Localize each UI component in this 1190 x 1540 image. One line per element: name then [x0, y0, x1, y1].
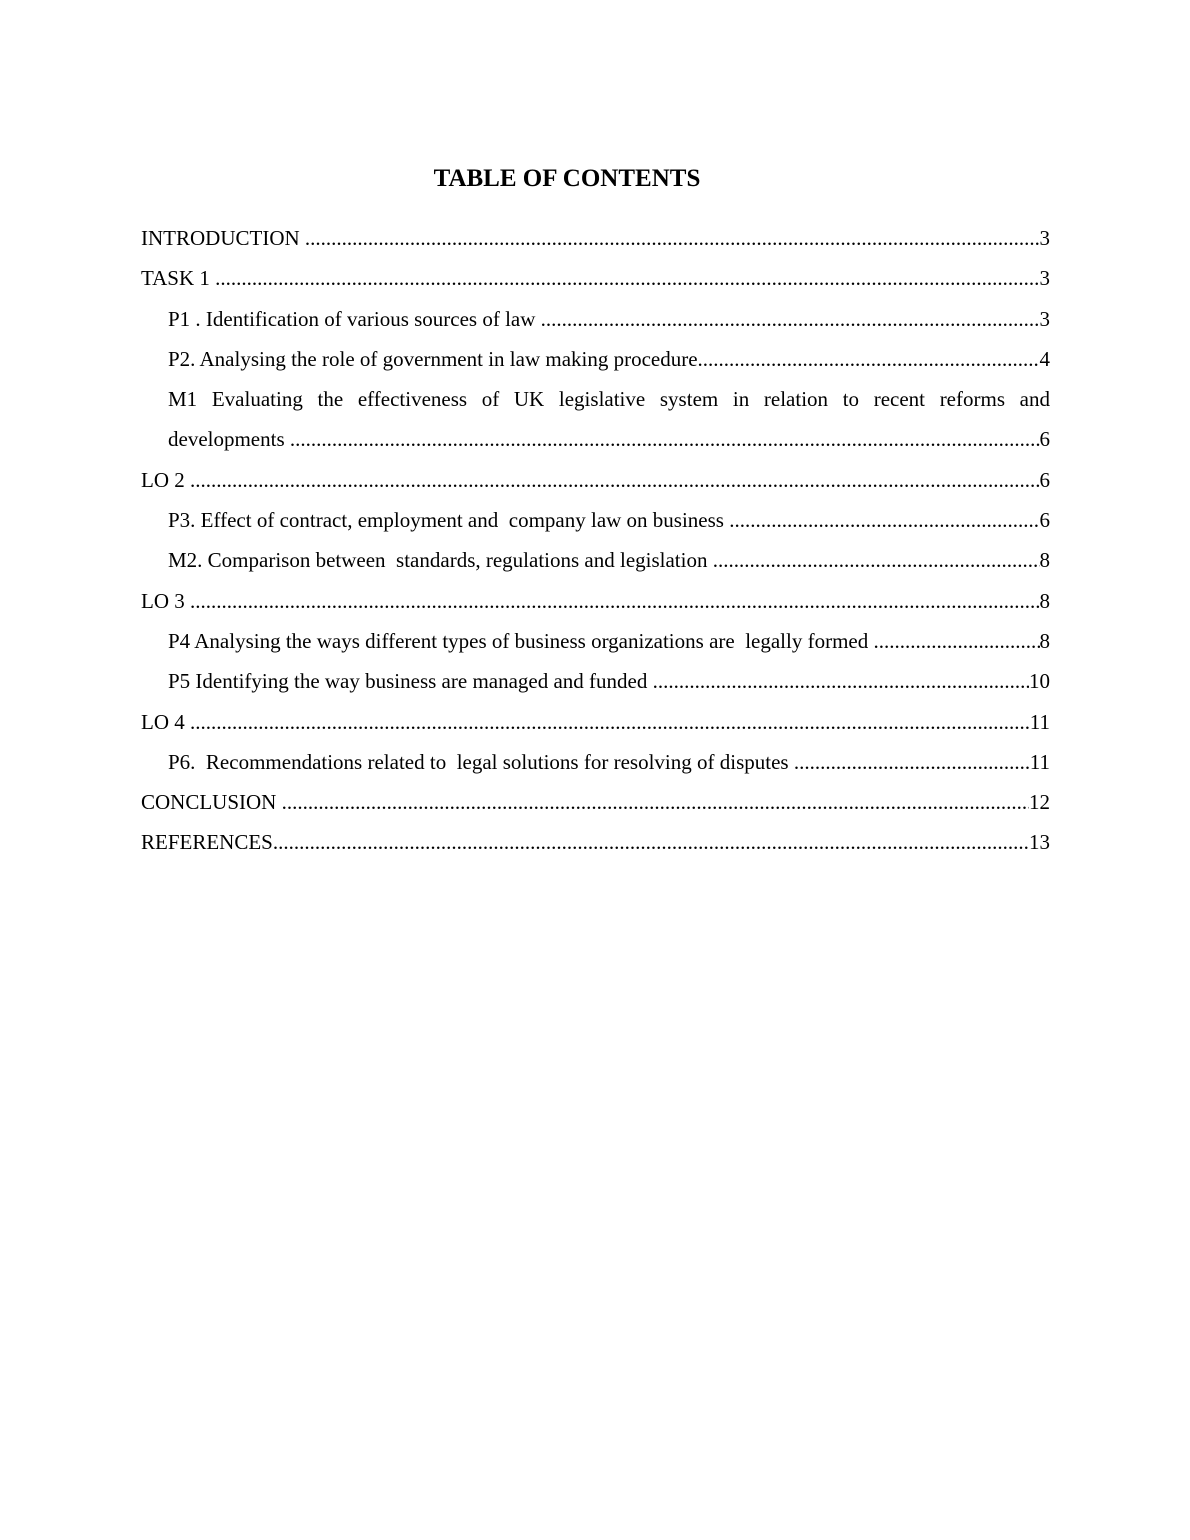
toc-entry-introduction[interactable]	[141, 218, 1050, 258]
toc-page-number: 6	[1039, 427, 1050, 452]
dot-leader	[190, 460, 1040, 500]
toc-entry-p3[interactable]	[141, 500, 1050, 540]
table-of-contents	[141, 218, 1050, 863]
dot-leader	[190, 702, 1030, 742]
toc-entry-label-line2: developments	[168, 427, 290, 452]
toc-entry-conclusion[interactable]	[141, 782, 1050, 822]
toc-page-number: 8	[1039, 628, 1050, 653]
toc-page-number: 6	[1039, 508, 1050, 533]
dot-leader	[653, 661, 1029, 701]
toc-entry-label: P4 Analysing the ways different types of business organizations are legally formed	[168, 628, 874, 653]
toc-entry-label: LO 3	[141, 588, 190, 613]
dot-leader	[215, 258, 1039, 298]
toc-page-number: 4	[1039, 346, 1050, 371]
toc-entry-label-line1: M1 Evaluating the effectiveness of UK legislative system in relation to recent reforms and	[168, 387, 1050, 412]
toc-entry-label: TASK 1	[141, 266, 216, 291]
toc-page-number: 8	[1039, 548, 1050, 573]
toc-entry-label: INTRODUCTION	[141, 226, 305, 250]
toc-entry-p1[interactable]	[141, 299, 1050, 339]
dot-leader	[794, 742, 1030, 782]
toc-entry-label: LO 2	[141, 467, 190, 492]
dot-leader	[273, 822, 1029, 862]
toc-page-number: 13	[1029, 830, 1050, 855]
toc-entry-references[interactable]	[141, 822, 1050, 862]
toc-entry-m2[interactable]	[141, 540, 1050, 580]
toc-entry-lo-4[interactable]	[141, 702, 1050, 742]
dot-leader	[190, 581, 1040, 621]
toc-entry-lo-2[interactable]	[141, 460, 1050, 500]
toc-entry-label: P5 Identifying the way business are managed and funded	[168, 669, 653, 694]
toc-page-number: 8	[1039, 588, 1050, 613]
toc-entry-m1[interactable]	[141, 379, 1050, 460]
toc-entry-p6[interactable]	[141, 742, 1050, 782]
toc-entry-label: LO 4	[141, 709, 190, 734]
toc-entry-label: P3. Effect of contract, employment and company law on business	[168, 508, 730, 533]
toc-page-number: 12	[1029, 790, 1050, 815]
toc-entry-label: P2. Analysing the role of government in law making procedure	[168, 346, 698, 371]
toc-entry-p5[interactable]	[141, 661, 1050, 701]
dot-leader	[713, 540, 1040, 580]
dot-leader	[290, 419, 1040, 459]
dot-leader	[541, 299, 1040, 339]
toc-page-number: 6	[1039, 467, 1050, 492]
toc-title: TABLE OF CONTENTS	[433, 165, 701, 192]
toc-entry-label: P6. Recommendations related to legal solutions for resolving of disputes	[168, 749, 794, 774]
dot-leader	[305, 218, 1040, 258]
toc-page-number: 3	[1039, 266, 1050, 291]
dot-leader	[282, 782, 1029, 822]
dot-leader	[698, 339, 1040, 379]
toc-entry-label: CONCLUSION	[141, 790, 282, 815]
toc-page-number: 11	[1029, 709, 1050, 734]
toc-page-number: 10	[1029, 669, 1050, 694]
toc-entry-label: M2. Comparison between standards, regulations and legislation	[168, 548, 713, 573]
toc-entry-label: P1 . Identification of various sources of law	[168, 306, 541, 331]
toc-entry-lo-3[interactable]	[141, 581, 1050, 621]
dot-leader	[729, 500, 1039, 540]
toc-entry-p2[interactable]	[141, 339, 1050, 379]
toc-page-number: 3	[1039, 226, 1050, 250]
toc-entry-task-1[interactable]	[141, 258, 1050, 298]
toc-entry-label: REFERENCES	[141, 830, 273, 855]
toc-page-number: 11	[1029, 749, 1050, 774]
dot-leader	[874, 621, 1040, 661]
toc-entry-p4[interactable]	[141, 621, 1050, 661]
toc-page-number: 3	[1039, 306, 1050, 331]
